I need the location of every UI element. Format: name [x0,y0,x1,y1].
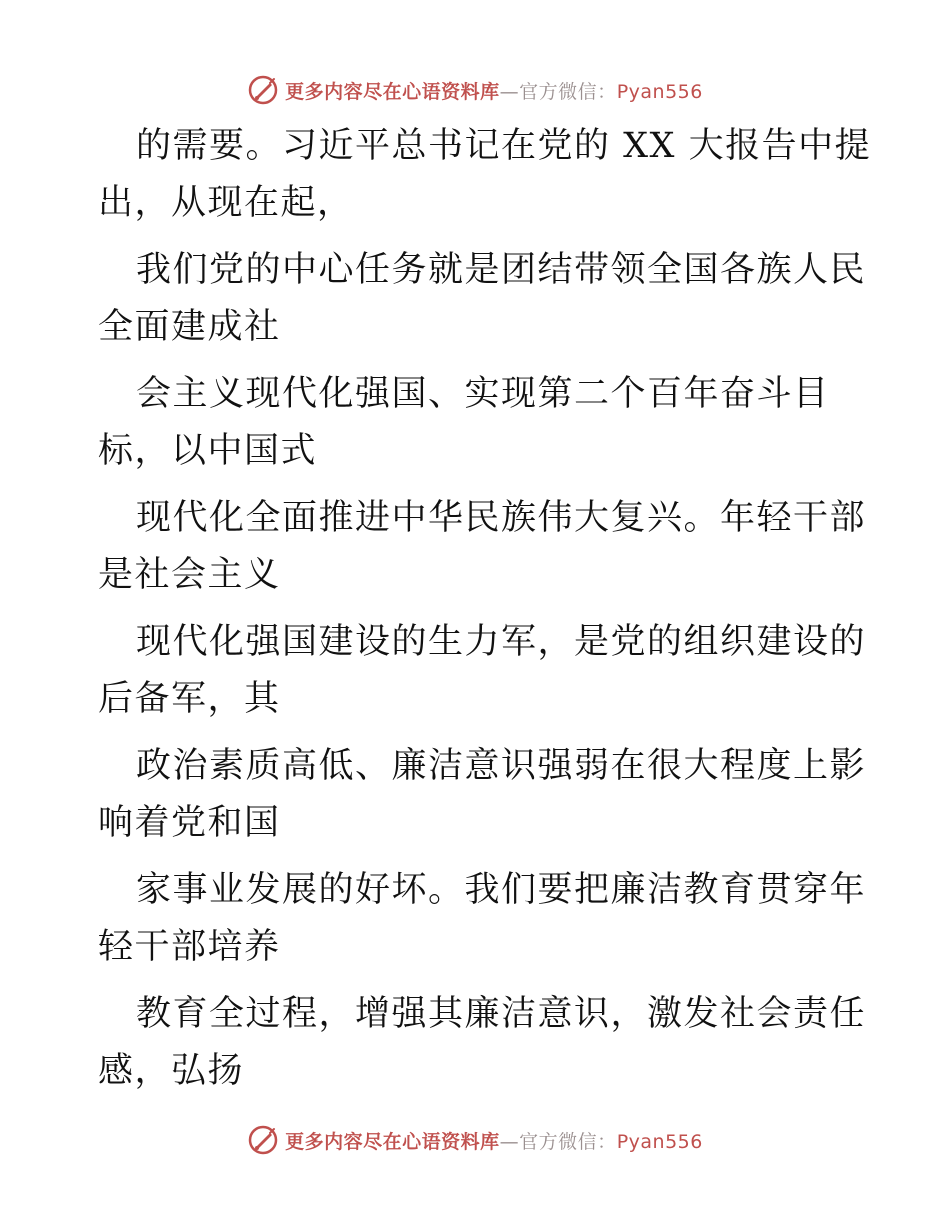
watermark-separator: — [499,1130,520,1153]
paragraph-2: 我们党的中心任务就是团结带领全国各族人民全面建成社 [98,250,867,347]
paragraph-6: 政治素质高低、廉洁意识强弱在很大程度上影响着党和国 [98,746,867,843]
watermark-brand: 更多内容尽在心语资料库 [285,1130,500,1153]
paragraph-1: 的需要。习近平总书记在党的 XX 大报告中提出，从现在起， [98,126,872,223]
watermark-official: 官方微信： [519,80,617,103]
quill-logo-icon [247,74,279,106]
paragraph-8: 教育全过程，增强其廉洁意识，激发社会责任感，弘扬 [98,994,867,1091]
quill-logo-icon [247,1124,279,1156]
watermark-id: Pyan556 [616,1130,703,1153]
paragraph-3: 会主义现代化强国、实现第二个百年奋斗目标，以中国式 [98,374,830,471]
watermark-id: Pyan556 [616,80,703,103]
paragraph-5: 现代化强国建设的生力军，是党的组织建设的后备军，其 [98,622,867,719]
watermark-brand: 更多内容尽在心语资料库 [285,80,500,103]
paragraph-4: 现代化全面推进中华民族伟大复兴。年轻干部是社会主义 [98,498,867,595]
header-watermark [0,68,950,112]
paragraph-7: 家事业发展的好坏。我们要把廉洁教育贯穿年轻干部培养 [98,870,867,967]
footer-watermark [0,1118,950,1162]
watermark-separator: — [499,80,520,103]
document-body [98,118,878,1110]
watermark-official: 官方微信： [519,1130,617,1153]
